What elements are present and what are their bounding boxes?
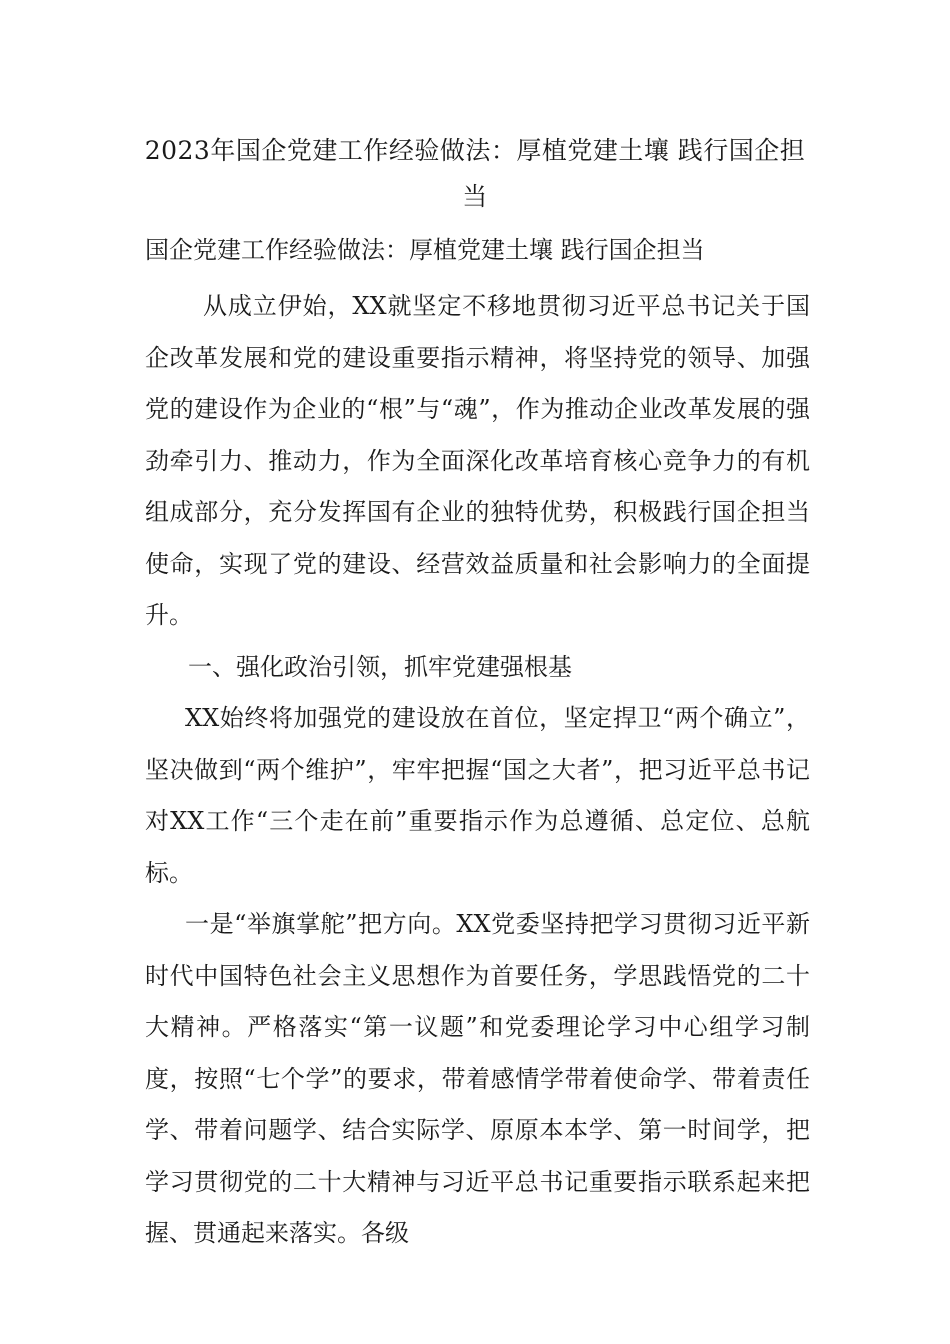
body-paragraph: XX始终将加强党的建设放在首位，坚定捍卫“两个确立”，坚决做到“两个维护”，牢牢把握“国之大者”，把习近平总书记对XX工作“三个走在前”重要指示作为总遵循、总定位、总航标。 bbox=[145, 704, 810, 887]
document-subtitle: 国企党建工作经验做法：厚植党建土壤 践行国企担当 bbox=[145, 236, 705, 264]
document-title: 2023年国企党建工作经验做法：厚植党建土壤 践行国企担当 bbox=[144, 136, 806, 211]
intro-paragraph: 从成立伊始，XX就坚定不移地贯彻习近平总书记关于国企改革发展和党的建设重要指示精神，将坚持党的领导、加强党的建设作为企业的“根”与“魂”，作为推动企业改革发展的强劲牵引力、推动力，作为全面深化改革培育核心竞争力的有机组成部分，充分发挥国有企业的独特优势，积极践行国企担当使命，实现了党的建设、经营效益质量和社会影响力的全面提升。 bbox=[145, 292, 810, 629]
body-paragraph: 一是“举旗掌舵”把方向。XX党委坚持把学习贯彻习近平新时代中国特色社会主义思想作为首要任务，学思践悟党的二十大精神。严格落实“第一议题”和党委理论学习中心组学习制度，按照“七个学”的要求，带着感情学带着使命学、带着责任学、带着问题学、结合实际学、原原本本学、第一时间学，把学习贯彻党的二十大精神与习近平总书记重要指示联系起来把握、贯通起来落实。各级 bbox=[145, 910, 810, 1247]
document-body bbox=[145, 281, 810, 1260]
section-heading: 一、强化政治引领，抓牢党建强根基 bbox=[188, 652, 572, 681]
